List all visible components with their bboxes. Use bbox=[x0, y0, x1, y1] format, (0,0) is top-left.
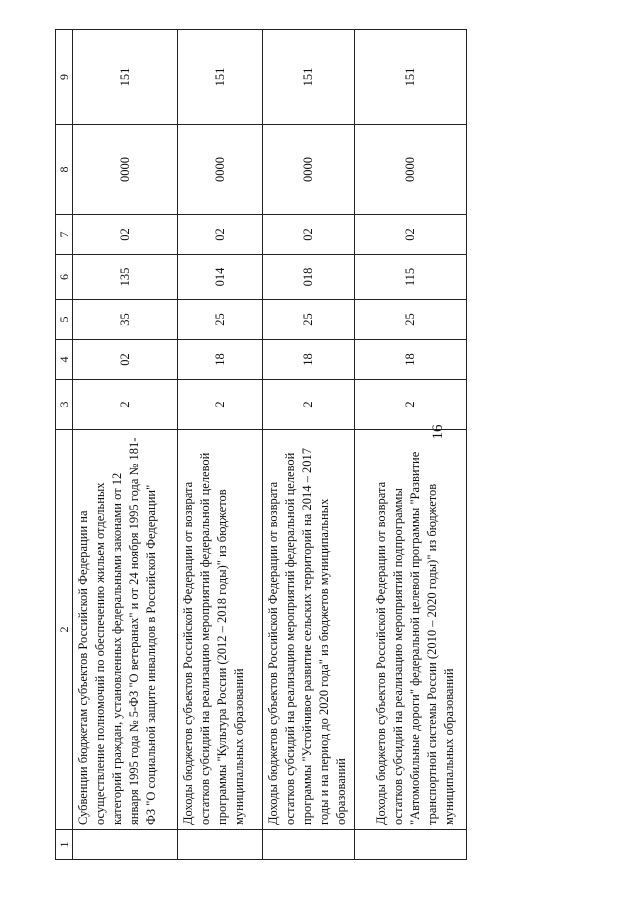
row-cell-col5: 25 bbox=[355, 300, 467, 340]
table-row bbox=[73, 30, 178, 860]
row-cell-col7: 02 bbox=[73, 215, 178, 255]
row-cell-col6: 018 bbox=[263, 255, 355, 300]
column-header: 4 bbox=[56, 340, 73, 380]
page-number: 16 bbox=[430, 424, 446, 440]
row-cell-col5: 25 bbox=[178, 300, 263, 340]
row-cell-col6: 014 bbox=[178, 255, 263, 300]
row-description: Доходы бюджетов субъектов Российской Федерации от возврата остатков субсидий на реализацию мероприятий федеральной целевой программы "Культура России (2012 – 2018 годы)" из бюджетов муниципальных образований bbox=[178, 430, 263, 830]
row-cell-col4: 18 bbox=[178, 340, 263, 380]
column-header: 7 bbox=[56, 215, 73, 255]
row-cell-col9: 151 bbox=[263, 30, 355, 125]
row-cell-col8: 0000 bbox=[178, 125, 263, 215]
row-cell-col5: 35 bbox=[73, 300, 178, 340]
row-cell-col6: 135 bbox=[73, 255, 178, 300]
row-cell-col9: 151 bbox=[178, 30, 263, 125]
table-row bbox=[263, 30, 355, 860]
table-row bbox=[178, 30, 263, 860]
column-header: 9 bbox=[56, 30, 73, 125]
row-cell-col8: 0000 bbox=[355, 125, 467, 215]
row-cell-col5: 25 bbox=[263, 300, 355, 340]
row-cell-col7: 02 bbox=[263, 215, 355, 255]
row-cell-col7: 02 bbox=[355, 215, 467, 255]
column-header: 6 bbox=[56, 255, 73, 300]
column-header: 1 bbox=[56, 830, 73, 860]
row-cell-col4: 02 bbox=[73, 340, 178, 380]
row-cell-col1 bbox=[73, 830, 178, 860]
row-cell-col9: 151 bbox=[355, 30, 467, 125]
row-description: Доходы бюджетов субъектов Российской Федерации от возврата остатков субсидий на реализацию мероприятий федеральной целевой программы "Устойчивое развитие сельских территорий на 2014 – 2017 годы и на период до 2020 года" из бюджетов муниципальных образований bbox=[263, 430, 355, 830]
budget-table-rotated bbox=[55, 30, 465, 860]
row-cell-col8: 0000 bbox=[73, 125, 178, 215]
row-cell-col3: 2 bbox=[73, 380, 178, 430]
row-cell-col8: 0000 bbox=[263, 125, 355, 215]
row-cell-col9: 151 bbox=[73, 30, 178, 125]
row-cell-col4: 18 bbox=[355, 340, 467, 380]
row-cell-col3: 2 bbox=[178, 380, 263, 430]
column-header: 3 bbox=[56, 380, 73, 430]
row-cell-col6: 115 bbox=[355, 255, 467, 300]
budget-classification-table bbox=[55, 29, 467, 860]
row-description: Субвенции бюджетам субъектов Российской Федерации на осуществление полномочий по обеспечению жильем отдельных категорий граждан, установленных федеральными законами от 12 января 1995 года № 5-ФЗ "О ветеранах" и от 24 ноября 1995 года № 181-ФЗ "О социальной защите инвалидов в Российской Федерации" bbox=[73, 430, 178, 830]
header-row bbox=[56, 30, 73, 860]
row-cell-col1 bbox=[263, 830, 355, 860]
row-cell-col3: 2 bbox=[355, 380, 467, 430]
row-cell-col1 bbox=[178, 830, 263, 860]
row-cell-col1 bbox=[355, 830, 467, 860]
column-header: 8 bbox=[56, 125, 73, 215]
table-row bbox=[355, 30, 467, 860]
row-description: Доходы бюджетов субъектов Российской Федерации от возврата остатков субсидий на реализацию мероприятий подпрограммы "Автомобильные дороги" федеральной целевой программы "Развитие транспортной системы России (2010 – 2020 годы)" из бюджетов муниципальных образований bbox=[355, 430, 467, 830]
column-header: 2 bbox=[56, 430, 73, 830]
row-cell-col4: 18 bbox=[263, 340, 355, 380]
column-header: 5 bbox=[56, 300, 73, 340]
row-cell-col3: 2 bbox=[263, 380, 355, 430]
row-cell-col7: 02 bbox=[178, 215, 263, 255]
